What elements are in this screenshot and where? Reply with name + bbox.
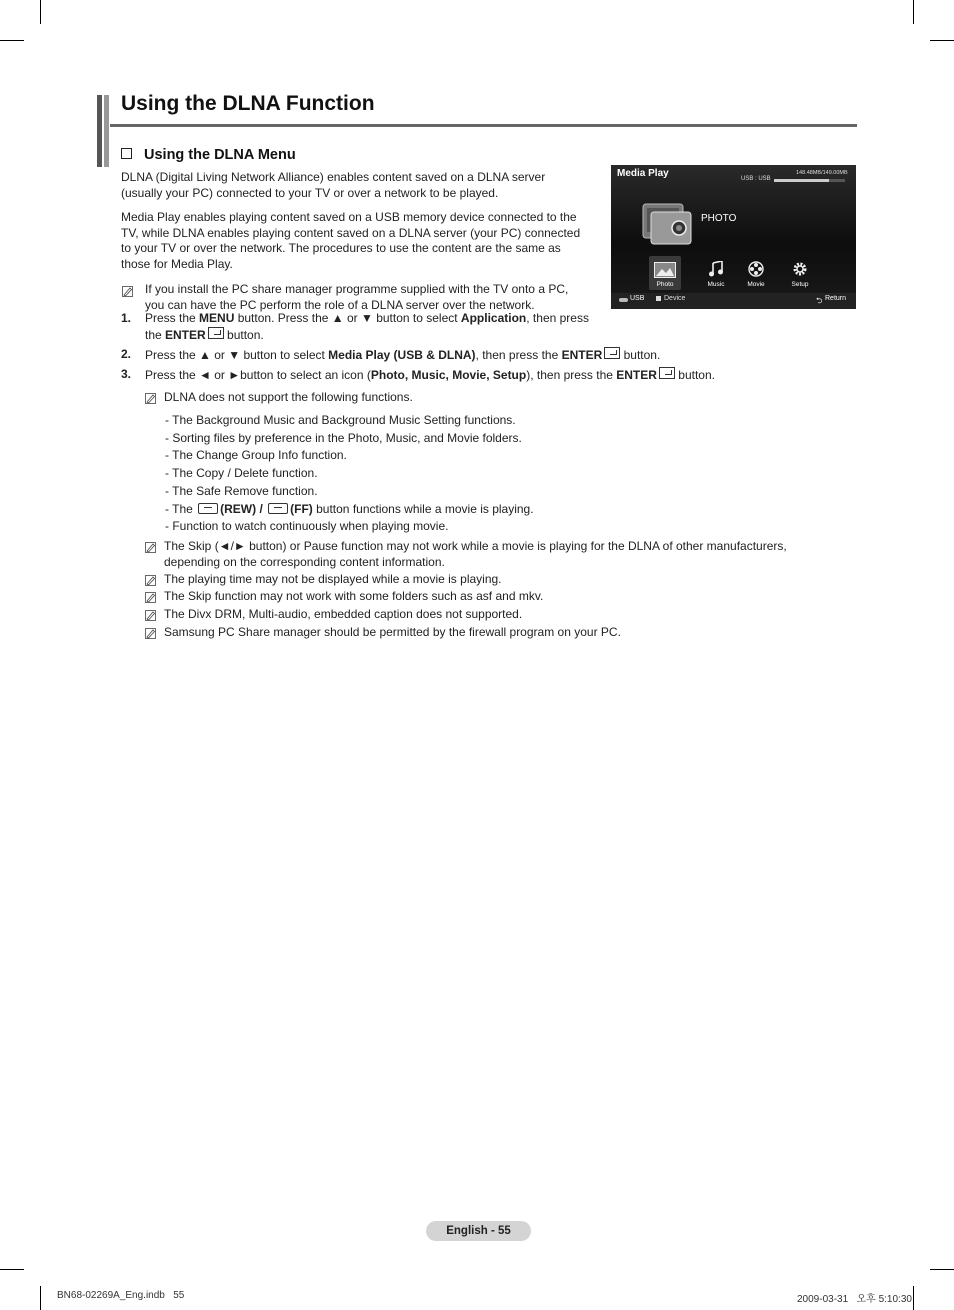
crop-mark — [40, 0, 41, 24]
step-number: 1. — [121, 311, 132, 325]
step-number: 2. — [121, 347, 132, 361]
crop-mark — [913, 1286, 914, 1310]
return-icon: ⮌ — [816, 296, 823, 305]
icon-label: Music — [707, 281, 725, 288]
note-icon — [145, 628, 156, 639]
usb-icon — [619, 298, 628, 302]
step-1 — [145, 311, 605, 343]
enter-key: ENTER — [561, 348, 603, 362]
list-item — [165, 501, 825, 519]
screen-bottom-bar — [611, 293, 856, 309]
screen-title: Media Play — [617, 168, 669, 179]
file-meta: BN68-02269A_Eng.indb 55 — [57, 1290, 185, 1301]
step-text: Press the ◄ or ►button to select an icon ( — [145, 368, 371, 382]
title-accent-bar — [97, 95, 102, 167]
section-title — [121, 147, 296, 163]
step-text: , then press — [526, 311, 589, 325]
enter-icon — [659, 367, 675, 379]
enter-icon — [604, 347, 620, 359]
note-icon — [145, 610, 156, 621]
note-icon — [122, 286, 133, 297]
device-icon — [656, 296, 661, 301]
icon-label: Movie — [747, 281, 765, 288]
crop-mark — [930, 40, 954, 41]
crop-mark — [0, 1269, 24, 1270]
list-item: - The Copy / Delete function. — [165, 466, 318, 481]
capacity-bar — [774, 179, 845, 182]
title-accent-bar — [104, 95, 109, 167]
list-item: - The Change Group Info function. — [165, 448, 347, 463]
enter-icon — [208, 327, 224, 339]
note-skip-folders: The Skip function may not work with some folders such as asf and mkv. — [164, 589, 544, 603]
capacity-fill — [774, 179, 829, 182]
selected-category: PHOTO — [701, 213, 737, 224]
usb-label[interactable]: USB — [630, 295, 645, 302]
intro-paragraph — [121, 170, 601, 201]
note-icon — [145, 393, 156, 404]
note-icon — [145, 592, 156, 603]
step-text: button. Press the ▲ or ▼ button to select — [234, 311, 461, 325]
date-meta: 2009-03-31 오후 5:10:30 — [797, 1294, 912, 1305]
device-label: USB : USB — [741, 176, 771, 182]
note-line: The Skip (◄/► button) or Pause function may not work while a movie is playing for the DLNA of other manufacturers, — [164, 539, 787, 553]
gear-icon[interactable] — [787, 261, 813, 291]
media-play-key: Media Play (USB & DLNA) — [328, 348, 476, 362]
icon-list: Photo, Music, Movie, Setup — [370, 368, 527, 382]
note-divx: The Divx DRM, Multi-audio, embedded caption does not supported. — [164, 607, 523, 621]
crop-mark — [930, 1269, 954, 1270]
para-line: to your TV or over the network. The procedures to use the content are the same as — [121, 241, 561, 255]
media-play-screen — [611, 165, 856, 309]
checkbox-square-icon — [121, 148, 132, 159]
step-2 — [145, 347, 845, 364]
note-firewall: Samsung PC Share manager should be permitted by the firewall program on your PC. — [164, 625, 621, 639]
section-title-text: Using the DLNA Menu — [144, 147, 296, 163]
page-title: Using the DLNA Function — [121, 92, 375, 115]
icon-label: Photo — [656, 281, 674, 288]
list-item: - The Background Music and Background Music Setting functions. — [165, 413, 516, 427]
step-text: ), then press the — [526, 368, 617, 382]
page-number: English - 55 — [426, 1221, 531, 1241]
para-line: TV, while DLNA enables playing content saved on a DLNA server (your PC) connected — [121, 225, 581, 240]
step-text: Press the ▲ or ▼ button to select — [145, 348, 329, 362]
media-play-paragraph — [121, 210, 601, 272]
capacity-label: 148.48MB/149.00MB — [796, 170, 848, 176]
icon-label: Setup — [791, 281, 809, 288]
enter-key: ENTER — [165, 327, 206, 342]
intro-line: DLNA (Digital Living Network Alliance) enables content saved on a DLNA server — [121, 170, 546, 184]
photo-icon[interactable] — [649, 256, 681, 290]
rew-button-icon — [198, 503, 218, 514]
step-text: button. — [674, 368, 715, 382]
crop-mark — [0, 40, 24, 41]
music-icon[interactable] — [703, 261, 729, 291]
note-playing-time: The playing time may not be displayed while a movie is playing. — [164, 572, 502, 586]
para-line: those for Media Play. — [121, 256, 233, 271]
note-pc-share — [145, 282, 605, 313]
note-line: depending on the corresponding content information. — [164, 554, 445, 569]
device-label[interactable]: Device — [664, 295, 686, 302]
step-text: Press the — [145, 311, 200, 325]
enter-key: ENTER — [616, 368, 657, 382]
ff-button-icon — [268, 503, 288, 514]
application-key: Application — [460, 311, 527, 325]
list-item: - Function to watch continuously when playing movie. — [165, 519, 449, 534]
note-icon — [145, 575, 156, 586]
note-line: you can have the PC perform the role of a DLNA server over the network. — [145, 297, 535, 312]
menu-key: MENU — [199, 311, 235, 325]
step-text: button. — [620, 348, 661, 362]
note-icon — [145, 542, 156, 553]
step-text: , then press the — [475, 348, 562, 362]
ff-label: (FF) — [290, 501, 313, 516]
return-label[interactable]: Return — [825, 295, 847, 302]
title-rule — [110, 124, 857, 127]
step-3 — [145, 367, 845, 384]
crop-mark — [40, 1286, 41, 1310]
para-line: Media Play enables playing content saved on a USB memory device connected to the — [121, 210, 577, 224]
dlna-note: DLNA does not support the following functions. — [164, 390, 413, 404]
list-item: - Sorting files by preference in the Photo, Music, and Movie folders. — [165, 430, 522, 445]
unsupported-list — [165, 412, 825, 536]
photo-stack-icon — [641, 202, 693, 246]
movie-icon[interactable] — [743, 261, 769, 291]
rew-label: (REW) / — [220, 501, 267, 516]
step-text: button. — [223, 327, 264, 342]
list-text: button functions while a movie is playing. — [312, 501, 534, 516]
note-line: If you install the PC share manager programme supplied with the TV onto a PC, — [145, 282, 569, 296]
list-text: - The — [165, 501, 197, 516]
note-skip — [164, 539, 844, 570]
list-item: - The Safe Remove function. — [165, 483, 318, 498]
step-number: 3. — [121, 367, 132, 381]
step-text: the — [145, 327, 166, 342]
crop-mark — [913, 0, 914, 24]
intro-line: (usually your PC) connected to your TV or over a network to be played. — [121, 185, 499, 200]
